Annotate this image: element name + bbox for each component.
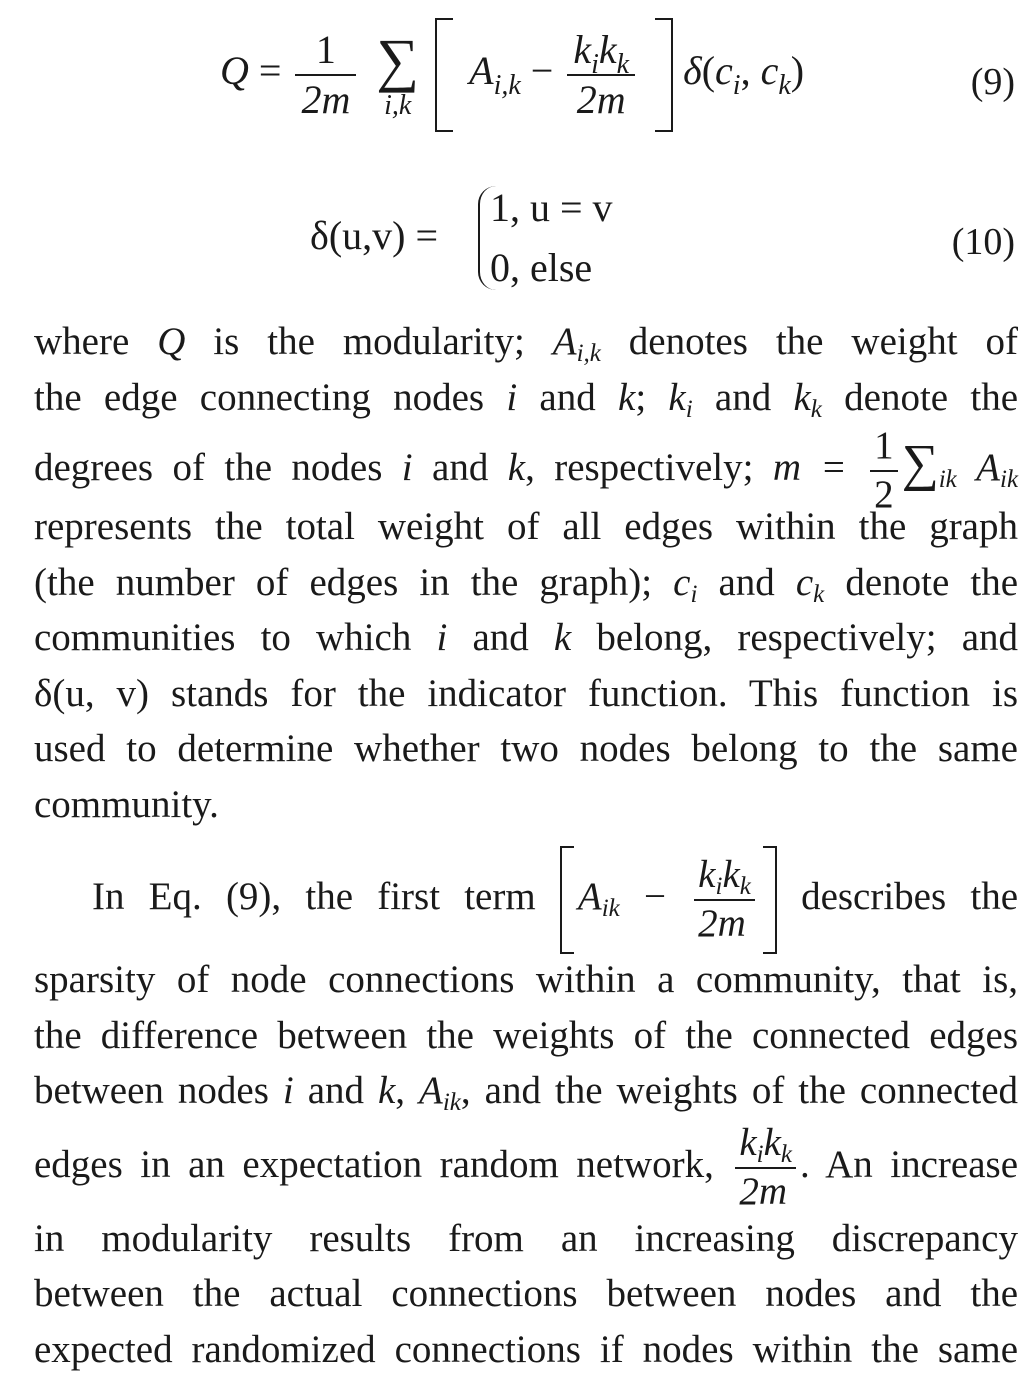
p1-line-2: the edge connecting nodes i and k; ki and kk denote the xyxy=(34,375,1019,423)
equation-9 xyxy=(0,10,1033,160)
expectation-fraction: $\frac{\text{kikk}}{2m}$ xyxy=(735,1122,796,1214)
eq10-case-1: 1, u = v xyxy=(490,185,613,230)
p2-line-3: the difference between the weights of the connected edges xyxy=(34,1013,1018,1057)
p2-line-8: expected randomized connections if nodes within the same xyxy=(34,1327,1018,1371)
eq9-sum: ∑ i,k xyxy=(376,27,420,121)
p1-line-4: represents the total weight of all edges within the graph xyxy=(34,505,1018,548)
eq10-lhs: δ(u,v) = xyxy=(310,213,439,258)
p1-line-1: where Q is the modularity; Ai,k denotes the weight of xyxy=(34,320,1018,367)
equation-9-body: Q = $\frac{1}{2m}$ ∑ i,k $A_{i,k}$ − $\frac{k_ik_k}{2m}$ $\delta(c_i$, $c_k$) xyxy=(220,18,804,132)
eq10-case-2: 0, else xyxy=(490,245,593,290)
p1-line-8: used to determine whether two nodes belong to the same xyxy=(34,727,1018,770)
p2-line-7: between the actual connections between nodes and the xyxy=(34,1272,1018,1315)
m-half-fraction: $\frac{1}{2}$ xyxy=(870,425,898,517)
p2-line-2: sparsity of node connections within a community, that is, xyxy=(34,958,1018,1001)
p2-line-5: edges in an expectation random network, $\frac{\text{kikk}}{2m}$ . An increase xyxy=(34,1120,1018,1213)
eq9-lhs: Q xyxy=(220,48,249,94)
p2-line-4: between nodes i and k, Aik, and the weights of the connected xyxy=(34,1069,1018,1116)
p1-line-7: δ(u, v) stands for the indicator function. This function is xyxy=(34,671,1018,715)
paragraph-2 xyxy=(34,842,1018,1377)
eq9-right-bracket xyxy=(655,18,673,132)
eq9-fraction: $\frac{1}{2m}$ xyxy=(295,30,356,120)
equation-10 xyxy=(0,182,1033,297)
p1-line-3: degrees of the nodes i and k, respectively; m = $\frac{1}{2}$ ∑ik Aik xyxy=(34,424,1019,516)
eq9-minus-fraction: $\frac{k_ik_k}{2m}$ xyxy=(567,30,635,120)
p2-line-6: in modularity results from an increasing discrepancy xyxy=(34,1216,1018,1260)
equation-10-number: (10) xyxy=(951,221,1015,263)
equation-9-number: (9) xyxy=(970,61,1015,103)
inline-term-bracket: Aik − $\frac{\text{kikk}}{2m}$ xyxy=(560,875,777,918)
p1-line-5: (the number of edges in the graph); ci and ck denote the xyxy=(34,560,1019,608)
paragraph-1 xyxy=(34,314,1018,832)
eq9-left-bracket xyxy=(435,18,453,132)
m-definition: m = $\frac{1}{2}$ ∑ik Aik xyxy=(772,424,1019,516)
p1-line-9: community. xyxy=(34,782,219,826)
p2-line-1: In Eq. (9), the first term Aik − $\frac{\text{kikk}}{2m}$ describes the xyxy=(34,842,1018,952)
p1-line-6: communities to which i and k belong, respectively; and xyxy=(34,616,1019,659)
